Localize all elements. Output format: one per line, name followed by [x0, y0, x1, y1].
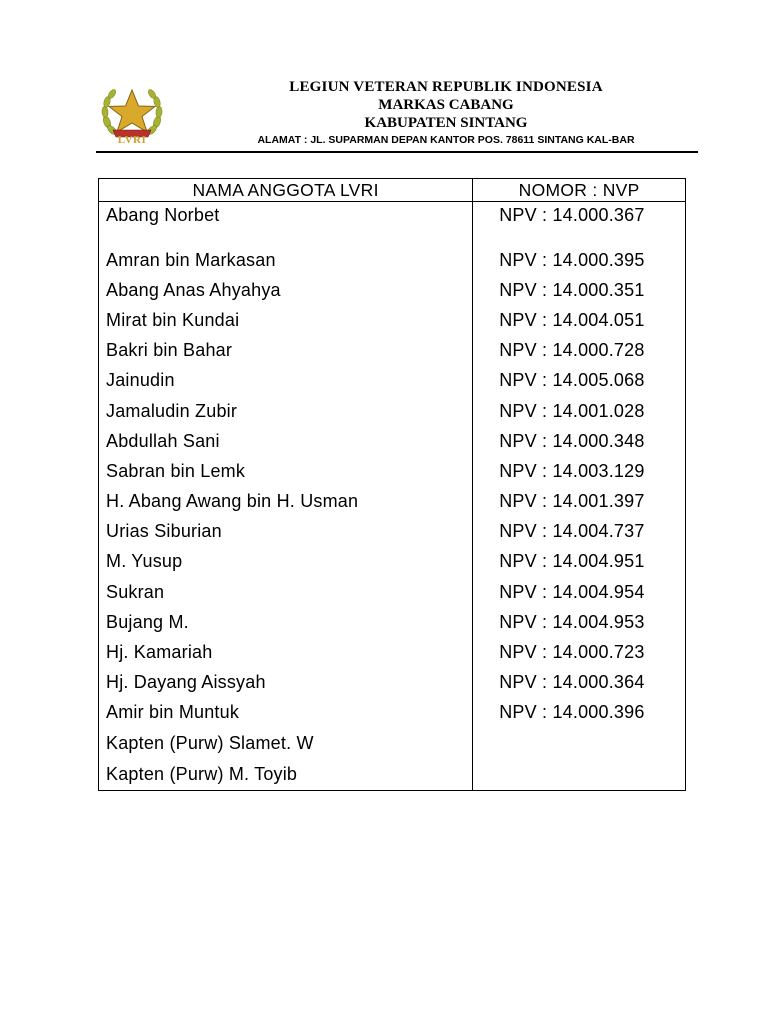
table-header-row — [99, 179, 686, 202]
table-row — [99, 607, 686, 637]
header-member-name: NAMA ANGGOTA LVRI — [99, 179, 473, 202]
table-row — [99, 487, 686, 517]
table-row — [99, 517, 686, 547]
member-nvp-cell: NPV : 14.001.397 — [473, 487, 686, 517]
member-name-cell: Sukran — [99, 577, 473, 607]
table-row — [99, 336, 686, 366]
member-name-cell: Urias Siburian — [99, 517, 473, 547]
member-nvp-cell: NPV : 14.004.737 — [473, 517, 686, 547]
member-nvp-cell: NPV : 14.000.364 — [473, 668, 686, 698]
member-nvp-cell: NPV : 14.001.028 — [473, 396, 686, 426]
member-name-cell: Amir bin Muntuk — [99, 698, 473, 728]
header-nvp-number: NOMOR : NVP — [473, 179, 686, 202]
member-name-cell: Abang Norbet — [99, 202, 473, 246]
table-row — [99, 637, 686, 667]
member-name-cell: H. Abang Awang bin H. Usman — [99, 487, 473, 517]
member-name-cell: Abdullah Sani — [99, 426, 473, 456]
member-name-cell: Mirat bin Kundai — [99, 305, 473, 335]
member-name-cell: Bujang M. — [99, 607, 473, 637]
organization-name: LEGIUN VETERAN REPUBLIK INDONESIA — [289, 79, 603, 95]
table-row — [99, 426, 686, 456]
member-name-cell: Kapten (Purw) M. Toyib — [99, 758, 473, 791]
member-nvp-cell — [473, 758, 686, 791]
table-row — [99, 245, 686, 275]
member-nvp-cell: NPV : 14.000.348 — [473, 426, 686, 456]
table-row — [99, 456, 686, 486]
letterhead-divider — [96, 151, 698, 153]
member-nvp-cell: NPV : 14.003.129 — [473, 456, 686, 486]
table-row — [99, 577, 686, 607]
member-name-cell: Abang Anas Ahyahya — [99, 275, 473, 305]
member-nvp-cell — [473, 728, 686, 758]
table-row — [99, 698, 686, 728]
member-name-cell: Sabran bin Lemk — [99, 456, 473, 486]
member-nvp-cell: NPV : 14.004.954 — [473, 577, 686, 607]
table-row — [99, 305, 686, 335]
member-nvp-cell: NPV : 14.004.953 — [473, 607, 686, 637]
regency-name: KABUPATEN SINTANG — [364, 115, 528, 131]
member-nvp-cell: NPV : 14.000.367 — [473, 202, 686, 246]
address-line: ALAMAT : JL. SUPARMAN DEPAN KANTOR POS. 78611 SINTANG KAL-BAR — [257, 134, 635, 146]
letterhead-text — [196, 78, 696, 148]
member-nvp-cell: NPV : 14.005.068 — [473, 366, 686, 396]
table-row — [99, 202, 686, 246]
member-name-cell: Bakri bin Bahar — [99, 336, 473, 366]
member-nvp-cell: NPV : 14.000.396 — [473, 698, 686, 728]
member-nvp-cell: NPV : 14.000.728 — [473, 336, 686, 366]
member-name-cell: Kapten (Purw) Slamet. W — [99, 728, 473, 758]
member-nvp-cell: NPV : 14.000.351 — [473, 275, 686, 305]
table-row — [99, 366, 686, 396]
table-row — [99, 728, 686, 758]
member-name-cell: Hj. Dayang Aissyah — [99, 668, 473, 698]
member-name-cell: Jainudin — [99, 366, 473, 396]
branch-name: MARKAS CABANG — [378, 97, 514, 113]
member-nvp-cell: NPV : 14.004.951 — [473, 547, 686, 577]
member-table — [98, 178, 686, 791]
member-nvp-cell: NPV : 14.004.051 — [473, 305, 686, 335]
member-nvp-cell: NPV : 14.000.723 — [473, 637, 686, 667]
letterhead — [96, 76, 698, 152]
table-row — [99, 758, 686, 791]
table-row — [99, 547, 686, 577]
member-name-cell: M. Yusup — [99, 547, 473, 577]
member-name-cell: Amran bin Markasan — [99, 245, 473, 275]
member-nvp-cell: NPV : 14.000.395 — [473, 245, 686, 275]
table-row — [99, 396, 686, 426]
table-row — [99, 668, 686, 698]
member-rows — [99, 202, 686, 791]
logo-caption: LVRI — [117, 134, 147, 146]
member-name-cell: Hj. Kamariah — [99, 637, 473, 667]
member-name-cell: Jamaludin Zubir — [99, 396, 473, 426]
table-row — [99, 275, 686, 305]
